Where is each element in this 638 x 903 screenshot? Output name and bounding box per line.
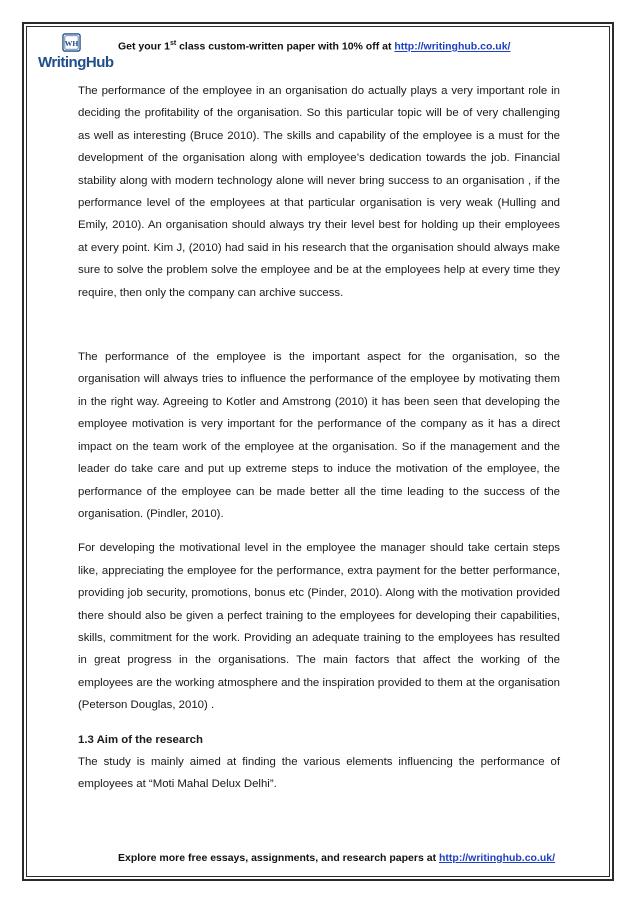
paragraph-2: The performance of the employee is the important aspect for the organisation, so the organisation will always tries to influence the performance of the employee by motivating them in the right way. Agreeing to Kotler and Amstrong (2010) it has been seen that developing the employee motivation is very important for the performance of the company as it has a direct impact on the team work of the employee at the organisation. So if the management and the leader do take care and put up extreme steps to induce the motivation of the employee, the performance of the employee can be made better all the time leading to the success of the organisation. (Pindler, 2010). [78,351,560,520]
paragraph-1: The performance of the employee in an organisation do actually plays a very important role in deciding the profitability of the organisation. So this particular topic will be of very challenging as well as interesting (Bruce 2010). The skills and capability of the employee is a must for the development of the organisation along with employee’s dedication towards the job. Financial stability along with modern technology alone will never bring success to an organisation , if the performance level of the employees at that particular organisation is very weak (Hulling and Emily, 2010). An organisation should always try their level best for holding up their employees at every point. Kim J, (2010) had said in his research that the organisation should always make sure to solve the problem solve the employee and be at the employees help at every time they require, then only the company can archive success. [78,85,560,299]
page-header [118,40,588,53]
logo-mark-text: WH [64,38,79,48]
writinghub-logo[interactable] [36,30,114,78]
logo-emblem-icon [62,33,81,52]
header-link[interactable]: http://writinghub.co.uk/ [394,40,511,53]
footer-text: Explore more free essays, assignments, and research papers at [118,852,439,864]
document-body [78,80,560,796]
header-middle: class custom-written paper with 10% off at [176,40,395,53]
footer-link[interactable]: http://writinghub.co.uk/ [439,852,556,864]
logo-word-hub: Hub [85,54,114,71]
header-prefix: Get your 1 [118,40,170,53]
header-superscript: st [169,40,177,47]
section-heading: 1.3 Aim of the research [78,733,203,746]
paragraph-3: For developing the motivational level in the employee the manager should take certain steps like, appreciating the employee for the performance, extra payment for the better performance, providing job security, promotions, bonus etc (Pinder, 2010). Along with the motivation provided there should also be given a perfect training to the employees for developing their capabilities, skills, commitment for the work. Providing an adequate training to the employees has resulted in great progress in the organisations. The main factors that affect the working of the employees are the working atmosphere and the inspiration provided to them at the organisation (Peterson Douglas, 2010) . [78,542,560,712]
section-body: The study is mainly aimed at finding the various elements influencing the performance of employees at “Moti Mahal Delux Delhi”. [78,755,560,791]
logo-wordmark [38,54,114,71]
logo-word-writing: Writing [38,54,86,71]
page-footer [118,852,578,864]
